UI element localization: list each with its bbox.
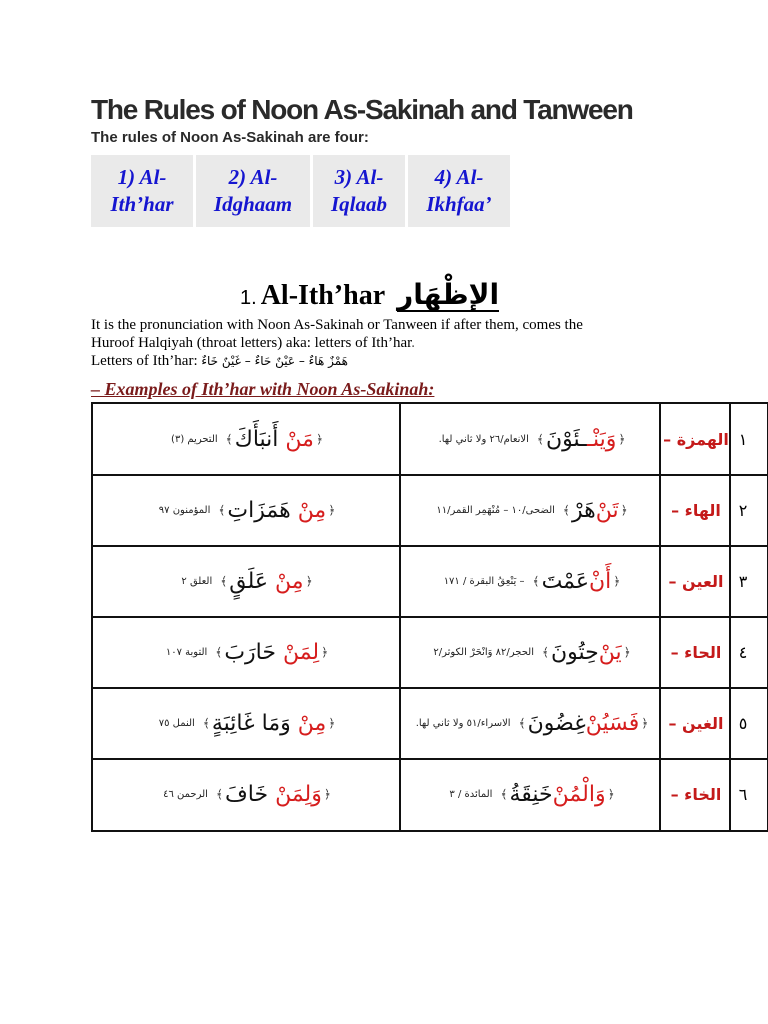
rule-name-label: Ith’har [110, 192, 174, 216]
example-black: أَنبَأَكَ [234, 426, 279, 452]
examples-table [91, 402, 768, 832]
section-number: 1. [240, 287, 257, 309]
letters-label: Letters of Ith’har: [91, 353, 198, 369]
verse-ornament: ﴾ [541, 645, 550, 659]
verse-reference: العلق ٢ [181, 575, 213, 587]
example-black: عَلَقٍ [229, 568, 269, 594]
example-two [89, 688, 401, 758]
example-red: يَنْ [598, 639, 622, 665]
examples-heading: – Examples of Ith’har with Noon As-Sakinah: [91, 379, 435, 399]
row-number: ١ [738, 429, 748, 449]
verse-ornament: ﴿ [623, 645, 631, 659]
example-two [89, 546, 401, 616]
table-row [93, 617, 767, 687]
row-letter: الخاء – [670, 784, 722, 804]
verse-ornament: ﴾ [220, 574, 228, 588]
description-line-2-text: Huroof Halqiyah (throat letters) aka: letters of Ith’har [91, 335, 412, 351]
verse-ornament: ﴾ [215, 787, 223, 801]
example-black: حِتُونَ [551, 639, 599, 665]
example-black: ـئَوْنَ [545, 426, 587, 452]
example-black: هَمَزَاتِ [227, 497, 291, 523]
verse-ornament: ﴿ [328, 503, 336, 517]
example-one [401, 759, 659, 829]
example-red: مِنْ [275, 568, 304, 594]
example-black: عَمْتَ [541, 568, 590, 594]
row-number: ٦ [738, 784, 748, 804]
table-row [93, 759, 767, 829]
rule-name-label: Iqlaab [330, 192, 387, 216]
example-red: فَسَيُنْ [585, 710, 640, 736]
verse-ornament: ﴾ [215, 645, 223, 659]
description-line-2-period: . [411, 335, 416, 351]
example-red: وَيَنْـ [586, 426, 617, 452]
example-two [89, 617, 401, 687]
example-black: خَنِقَةُ [509, 781, 553, 807]
letters-arabic: هَمْزٌ هَاءٌ – عَيْنٌ حَاءٌ – غَيْنٌ خَاءٌ [201, 354, 348, 368]
example-red: مِنْ [297, 710, 327, 736]
description [91, 316, 691, 370]
verse-reference: التحريم (٣) [171, 433, 218, 445]
description-line-2 [91, 334, 691, 352]
verse-ornament: ﴿ [618, 432, 626, 446]
verse-ornament: ﴿ [305, 574, 313, 588]
example-red: وَالْمُنْ [552, 781, 606, 807]
description-line-3 [91, 352, 691, 370]
rule-number-label: 3) Al- [334, 165, 384, 189]
verse-ornament: ﴿ [607, 787, 615, 801]
example-red: وَلِمَنْ [275, 781, 322, 807]
example-black: هَرْ [571, 497, 596, 523]
example-two [89, 759, 401, 829]
row-letter: الحاء – [670, 642, 722, 662]
example-two [89, 475, 401, 545]
row-letter: الهاء – [671, 500, 721, 520]
rule-number-label: 1) Al- [117, 165, 167, 189]
example-black: وَمَا غَائِبَةٍ [211, 710, 291, 736]
verse-reference: الضحى/١٠ – مُنْهَمِر القمر/١١ [436, 504, 555, 516]
verse-ornament: ﴾ [518, 716, 526, 730]
verse-reference: التوبة ١٠٧ [165, 646, 208, 658]
page-title: The Rules of Noon As-Sakinah and Tanween [91, 94, 633, 125]
row-number: ٣ [738, 571, 748, 591]
rule-number-label: 4) Al- [434, 165, 484, 189]
table-row [93, 404, 767, 474]
table-row [93, 688, 767, 758]
rules-table [91, 155, 510, 227]
rule-cell-ithhar [91, 155, 193, 227]
verse-ornament: ﴾ [500, 787, 508, 801]
row-number: ٤ [738, 642, 748, 662]
verse-ornament: ﴾ [536, 432, 544, 446]
example-one [401, 404, 659, 474]
example-one [401, 617, 659, 687]
row-number: ٥ [738, 713, 748, 733]
verse-reference: المؤمنون ٩٧ [158, 504, 211, 516]
verse-ornament: ﴾ [225, 432, 233, 446]
example-red: مَنْ [285, 426, 314, 452]
verse-reference: – يَنْعِقُ البقرة / ١٧١ [443, 575, 525, 587]
example-red: أَنْ [589, 568, 612, 594]
example-red: مِنْ [297, 497, 327, 523]
verse-reference: الرحمن ٤٦ [163, 788, 208, 800]
example-two [89, 404, 401, 474]
verse-ornament: ﴿ [328, 716, 336, 730]
verse-ornament: ﴿ [321, 645, 329, 659]
description-line-1: It is the pronunciation with Noon As-Sakinah or Tanween if after them, comes the [91, 317, 583, 333]
section-name: Al-Ith’har [260, 280, 386, 311]
verse-reference: الانعام/٢٦ ولا ثاني لها. [438, 433, 529, 445]
table-row [93, 546, 767, 616]
verse-ornament: ﴾ [562, 503, 570, 517]
example-black: غِضُونَ [527, 710, 586, 736]
row-letter: الغين – [668, 713, 724, 733]
example-one [401, 688, 659, 758]
example-black: خَافَ [224, 781, 269, 807]
rule-number-label: 2) Al- [228, 165, 278, 189]
rule-cell-idghaam [196, 155, 310, 227]
example-one [401, 475, 659, 545]
example-one [401, 546, 659, 616]
verse-ornament: ﴿ [620, 503, 628, 517]
page-subtitle: The rules of Noon As-Sakinah are four: [91, 129, 369, 146]
section-heading [240, 280, 499, 312]
example-black: حَارَبَ [224, 639, 276, 665]
verse-ornament: ﴿ [315, 432, 323, 446]
rule-cell-ikhfaa [408, 155, 510, 227]
verse-reference: المائدة / ٣ [449, 788, 493, 800]
rule-cell-iqlaab [313, 155, 405, 227]
rule-name-label: Ikhfaa’ [426, 192, 492, 216]
row-letter: الهمزة – [663, 429, 729, 449]
verse-ornament: ﴿ [613, 574, 621, 588]
verse-reference: النمل ٧٥ [158, 717, 195, 729]
example-red: تَنْ [595, 497, 619, 523]
table-row [93, 475, 767, 545]
section-arabic-name: الإظْهَار [397, 278, 500, 311]
row-letter: العين – [668, 571, 724, 591]
verse-reference: الاسراء/٥١ ولا ثاني لها. [415, 717, 511, 729]
verse-ornament: ﴾ [218, 503, 226, 517]
verse-reference: الحجر/٨٢ وَانْحَرْ الكوثر/٢ [433, 646, 534, 658]
rule-name-label: Idghaam [213, 192, 293, 216]
verse-ornament: ﴿ [641, 716, 649, 730]
example-red: لِمَنْ [282, 639, 320, 665]
verse-ornament: ﴾ [532, 574, 540, 588]
verse-ornament: ﴾ [202, 716, 210, 730]
row-number: ٢ [738, 500, 748, 520]
verse-ornament: ﴿ [323, 787, 331, 801]
